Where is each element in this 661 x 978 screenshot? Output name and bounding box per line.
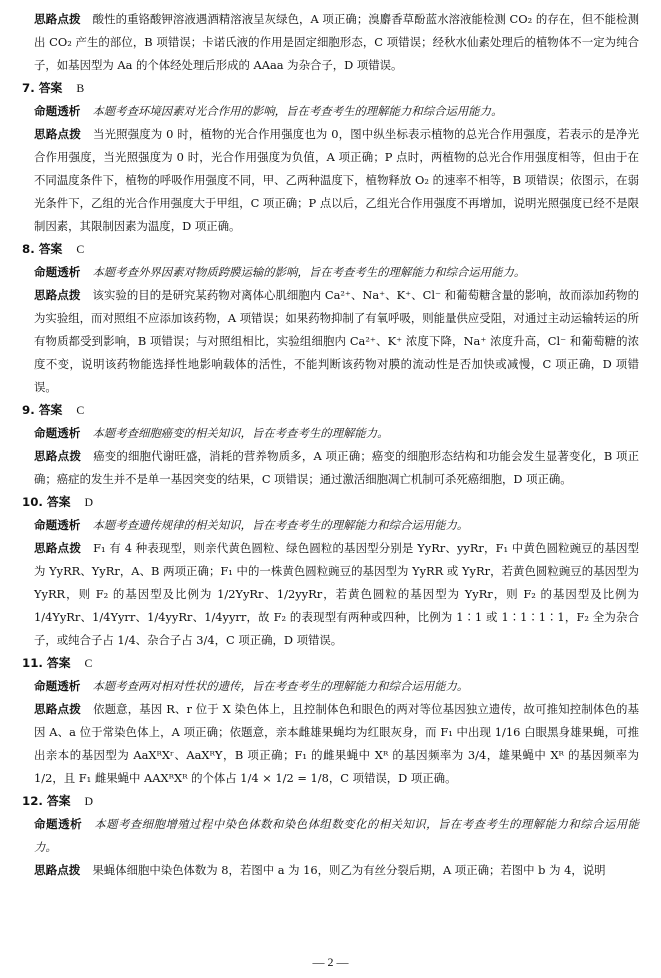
section-label: 命题透析 xyxy=(34,817,83,831)
answer-label: 答案 xyxy=(38,242,63,256)
answer-explanations xyxy=(22,8,639,882)
question-number: 9. xyxy=(22,403,35,417)
paragraph-text: 本题考查细胞增殖过程中染色体数和染色体组数变化的相关知识，旨在考查考生的理解能力和综合运用能力。 xyxy=(34,817,639,854)
paragraph-text: 本题考查两对相对性状的遗传，旨在考查考生的理解能力和综合运用能力。 xyxy=(92,679,469,693)
section-label: 思路点拨 xyxy=(34,702,82,716)
paragraph-text: 本题考查细胞癌变的相关知识，旨在考查考生的理解能力。 xyxy=(92,426,389,440)
answer-label: 答案 xyxy=(46,495,71,509)
question-number: 11. xyxy=(22,656,43,670)
analysis-paragraph xyxy=(22,813,639,859)
question-number: 10. xyxy=(22,495,43,509)
section-label: 思路点拨 xyxy=(34,541,82,555)
section-label: 命题透析 xyxy=(34,679,81,693)
answer-value: C xyxy=(76,242,85,256)
answer-line xyxy=(22,491,639,514)
paragraph-text: 依题意，基因 R、r 位于 X 染色体上，且控制体色和眼色的两对等位基因独立遗传，故可推知控制体色的基因 A、a 位于常染色体上，A 项正确；依题意，亲本雌雄果蝇均为红眼灰身，而 F₁ 中出现 1/16 白眼黑身雄果蝇，可推出亲本的基因型为 AaXᴿXʳ、AaXᴿY，B 项正确；F₁ 的雌果蝇中 Xᴿ 的基因频率为 3/4，雄果蝇中 Xᴿ 的基因频率为 1/2，且 F₁ 雌果蝇中 AAXᴿXᴿ 的个体占 1/4 × 1/2 = 1/8，C 项错误，D 项正确。 xyxy=(34,702,639,785)
paragraph-text: 果蝇体细胞中染色体数为 8，若图中 a 为 16，则乙为有丝分裂后期，A 项正确；若图中 b 为 4，说明 xyxy=(92,863,606,877)
answer-value: C xyxy=(76,403,85,417)
analysis-paragraph xyxy=(22,514,639,537)
answer-label: 答案 xyxy=(38,403,63,417)
answer-line xyxy=(22,77,639,100)
answer-value: C xyxy=(84,656,93,670)
section-label: 思路点拨 xyxy=(34,449,82,463)
paragraph-text: 本题考查环境因素对光合作用的影响，旨在考查考生的理解能力和综合运用能力。 xyxy=(92,104,503,118)
question-number: 12. xyxy=(22,794,43,808)
answer-value: B xyxy=(76,81,85,95)
paragraph-text: 本题考查外界因素对物质跨膜运输的影响，旨在考查考生的理解能力和综合运用能力。 xyxy=(92,265,526,279)
solution-paragraph xyxy=(22,123,639,238)
section-label: 思路点拨 xyxy=(34,12,81,26)
solution-paragraph xyxy=(22,445,639,491)
analysis-paragraph xyxy=(22,422,639,445)
paragraph-text: 该实验的目的是研究某药物对离体心肌细胞内 Ca²⁺、Na⁺、K⁺、Cl⁻ 和葡萄糖含量的影响，故而添加药物的为实验组，而对照组不应添加该药物，A 项错误；如果药物抑制了有氧呼吸，则能量供应受阻，对通过主动运输转运的所有物质都受到影响，B 项错误；与对照组相比，实验组细胞内 Ca²⁺、K⁺ 浓度下降，Na⁺ 浓度升高，Cl⁻ 和葡萄糖的浓度不变，说明该药物能选择性地影响载体的活性，不能判断该药物对膜的流动性是否加快或减慢，C 项正确，D 项错误。 xyxy=(34,288,639,394)
section-label: 思路点拨 xyxy=(34,863,81,877)
paragraph-text: 当光照强度为 0 时，植物的光合作用强度也为 0，图中纵坐标表示植物的总光合作用强度，若表示的是净光合作用强度，当光照强度为 0 时，光合作用强度为负值，A 项正确；P 点时，两植物的总光合作用强度相等，但由于在不同温度条件下，植物的呼吸作用强度不同，甲、乙两种温度下，植物释放 O₂ 的速率不相等，B 项错误；依图示，在弱光条件下，乙组的光合作用强度大于甲组，C 项正确；P 点以后，乙组光合作用强度不再增加，说明光照强度已经不是限制因素，其限制因素为温度，D 项正确。 xyxy=(34,127,639,233)
answer-line xyxy=(22,790,639,813)
answer-line xyxy=(22,399,639,422)
section-label: 命题透析 xyxy=(34,265,81,279)
answer-label: 答案 xyxy=(46,656,71,670)
question-number: 8. xyxy=(22,242,35,256)
paragraph-text: 酸性的重铬酸钾溶液遇酒精溶液呈灰绿色，A 项正确；溴麝香草酚蓝水溶液能检测 CO₂ 的存在，但不能检测出 CO₂ 产生的部位，B 项错误；卡诺氏液的作用是固定细胞形态，C 项错误；经秋水仙素处理后的植物体不一定为纯合子，如基因型为 Aa 的个体经处理后形成的 AAaa 为杂合子，D 项错误。 xyxy=(34,12,639,72)
paragraph-text: 癌变的细胞代谢旺盛，消耗的营养物质多，A 项正确；癌变的细胞形态结构和功能会发生显著变化，B 项正确；癌症的发生并不是单一基因突变的结果，C 项错误；通过激活细胞凋亡机制可杀死癌细胞，D 项正确。 xyxy=(34,449,639,486)
answer-label: 答案 xyxy=(38,81,63,95)
solution-paragraph xyxy=(22,698,639,790)
section-label: 命题透析 xyxy=(34,426,81,440)
solution-paragraph xyxy=(22,859,639,882)
analysis-paragraph xyxy=(22,675,639,698)
paragraph-text: 本题考查遗传规律的相关知识，旨在考查考生的理解能力和综合运用能力。 xyxy=(92,518,469,532)
section-label: 命题透析 xyxy=(34,104,81,118)
page-number: — 2 — xyxy=(312,955,349,969)
analysis-paragraph xyxy=(22,100,639,123)
answer-line xyxy=(22,238,639,261)
solution-paragraph xyxy=(22,8,639,77)
answer-value: D xyxy=(84,794,94,808)
solution-paragraph xyxy=(22,284,639,399)
paragraph-text: F₁ 有 4 种表现型，则亲代黄色圆粒、绿色圆粒的基因型分别是 YyRr、yyRr，F₁ 中黄色圆粒豌豆的基因型为 YyRR、YyRr，A、B 两项正确；F₁ 中的一株黄色圆粒豌豆的基因型为 YyRR 或 YyRr，若黄色圆粒豌豆的基因型为 YyRR，则 F₂ 的基因型及比例为 1/2YyRr、1/2yyRr，若黄色圆粒的基因型为 YyRr，则 F₂ 的基因型及比例为 1/4YyRr、1/4Yyrr、1/4yyRr、1/4yyrr，故 F₂ 的表现型有两种或四种，比例为 1∶1 或 1∶1∶1∶1，F₂ 全为杂合子，或纯合子占 1/4、杂合子占 3/4，C 项正确，D 项错误。 xyxy=(34,541,639,647)
section-label: 思路点拨 xyxy=(34,127,82,141)
answer-label: 答案 xyxy=(46,794,71,808)
answer-value: D xyxy=(84,495,94,509)
solution-paragraph xyxy=(22,537,639,652)
section-label: 命题透析 xyxy=(34,518,81,532)
question-number: 7. xyxy=(22,81,35,95)
section-label: 思路点拨 xyxy=(34,288,81,302)
answer-line xyxy=(22,652,639,675)
analysis-paragraph xyxy=(22,261,639,284)
